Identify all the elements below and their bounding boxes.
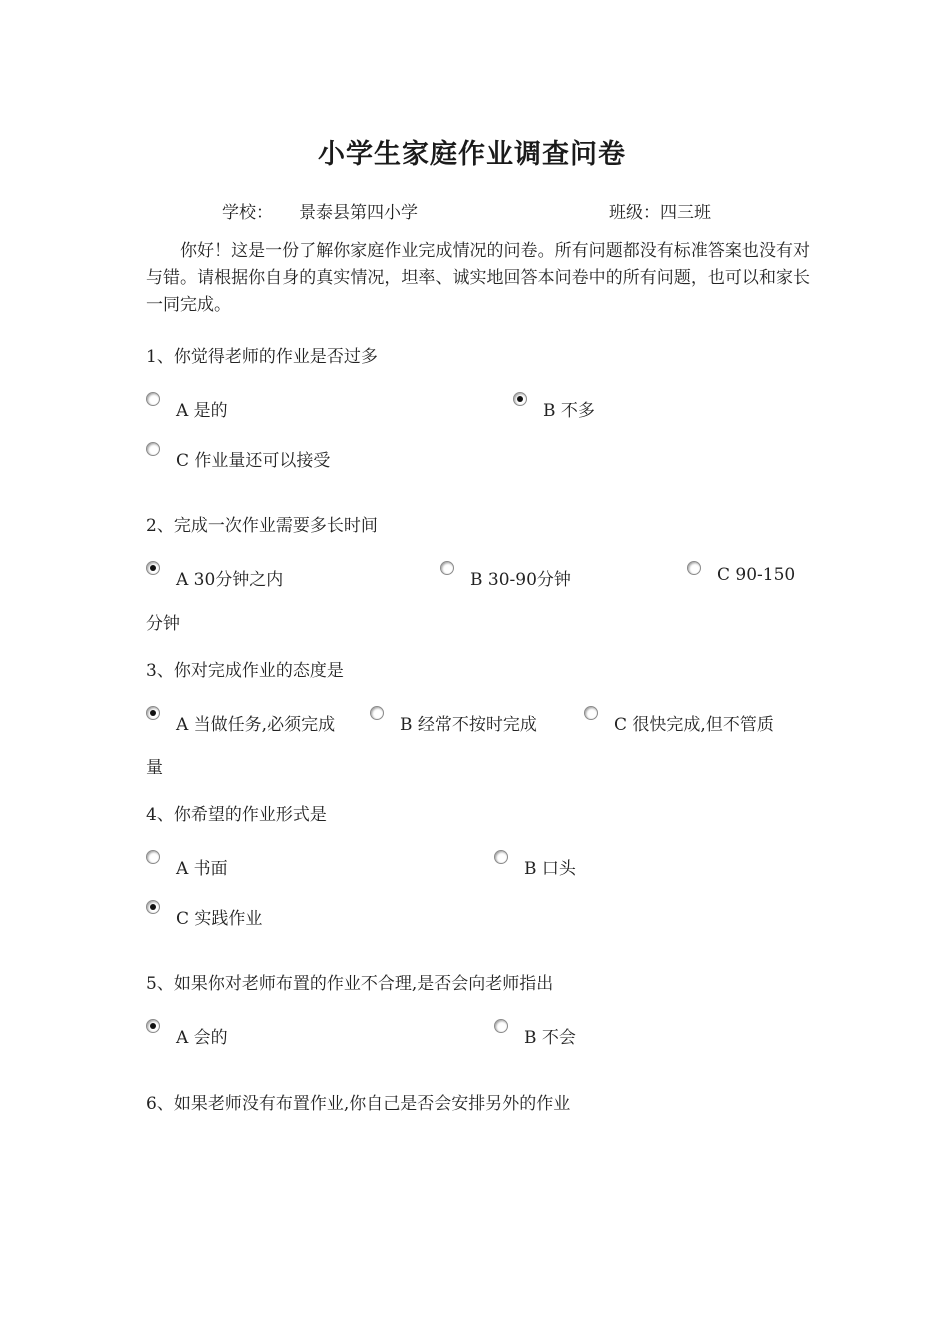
question-5: 5、如果你对老师布置的作业不合理,是否会向老师指出: [146, 974, 554, 994]
q2-option-c-label: C 90-150: [717, 565, 796, 585]
q1-option-b-radio[interactable]: [513, 392, 527, 406]
q3-option-c-radio[interactable]: [584, 706, 598, 720]
q4-option-a-label: A 书面: [176, 859, 228, 879]
school-value: 景泰县第四小学: [299, 203, 418, 223]
page-title: 小学生家庭作业调查问卷: [318, 139, 626, 170]
q4-option-a-radio[interactable]: [146, 850, 160, 864]
q4-option-c-radio[interactable]: [146, 900, 160, 914]
q3-option-c-wrap: 量: [146, 758, 163, 778]
q1-option-c-label: C 作业量还可以接受: [176, 451, 331, 471]
q2-option-a-label: A 30分钟之内: [176, 570, 284, 590]
class-label: 班级：四三班: [609, 203, 711, 223]
q2-option-b-label: B 30-90分钟: [470, 570, 571, 590]
q2-option-c-wrap: 分钟: [146, 614, 180, 634]
q3-option-a-label: A 当做任务,必须完成: [176, 715, 336, 735]
q1-option-a-label: A 是的: [176, 401, 228, 421]
q5-option-b-radio[interactable]: [494, 1019, 508, 1033]
q3-option-a-radio[interactable]: [146, 706, 160, 720]
q4-option-b-label: B 口头: [524, 859, 576, 879]
q5-option-b-label: B 不会: [524, 1028, 576, 1048]
intro-paragraph: 你好！这是一份了解你家庭作业完成情况的问卷。所有问题都没有标准答案也没有对与错。请根据你自身的真实情况，坦率、诚实地回答本问卷中的所有问题，也可以和家长一同完成。: [146, 241, 810, 315]
q4-option-c-label: C 实践作业: [176, 909, 263, 929]
q5-option-a-label: A 会的: [176, 1028, 228, 1048]
question-6: 6、如果老师没有布置作业,你自己是否会安排另外的作业: [146, 1094, 571, 1114]
q3-option-b-radio[interactable]: [370, 706, 384, 720]
q2-option-b-radio[interactable]: [440, 561, 454, 575]
q1-option-a-radio[interactable]: [146, 392, 160, 406]
q5-option-a-radio[interactable]: [146, 1019, 160, 1033]
question-3: 3、你对完成作业的态度是: [146, 661, 344, 681]
q2-option-c-radio[interactable]: [687, 561, 701, 575]
question-4: 4、你希望的作业形式是: [146, 805, 327, 825]
q2-option-a-radio[interactable]: [146, 561, 160, 575]
question-1: 1、你觉得老师的作业是否过多: [146, 347, 378, 367]
q3-option-c-label: C 很快完成,但不管质: [614, 715, 774, 735]
q1-option-c-radio[interactable]: [146, 442, 160, 456]
q4-option-b-radio[interactable]: [494, 850, 508, 864]
question-2: 2、完成一次作业需要多长时间: [146, 516, 378, 536]
q1-option-b-label: B 不多: [543, 401, 595, 421]
school-label: 学校：: [222, 203, 273, 223]
q3-option-b-label: B 经常不按时完成: [400, 715, 537, 735]
